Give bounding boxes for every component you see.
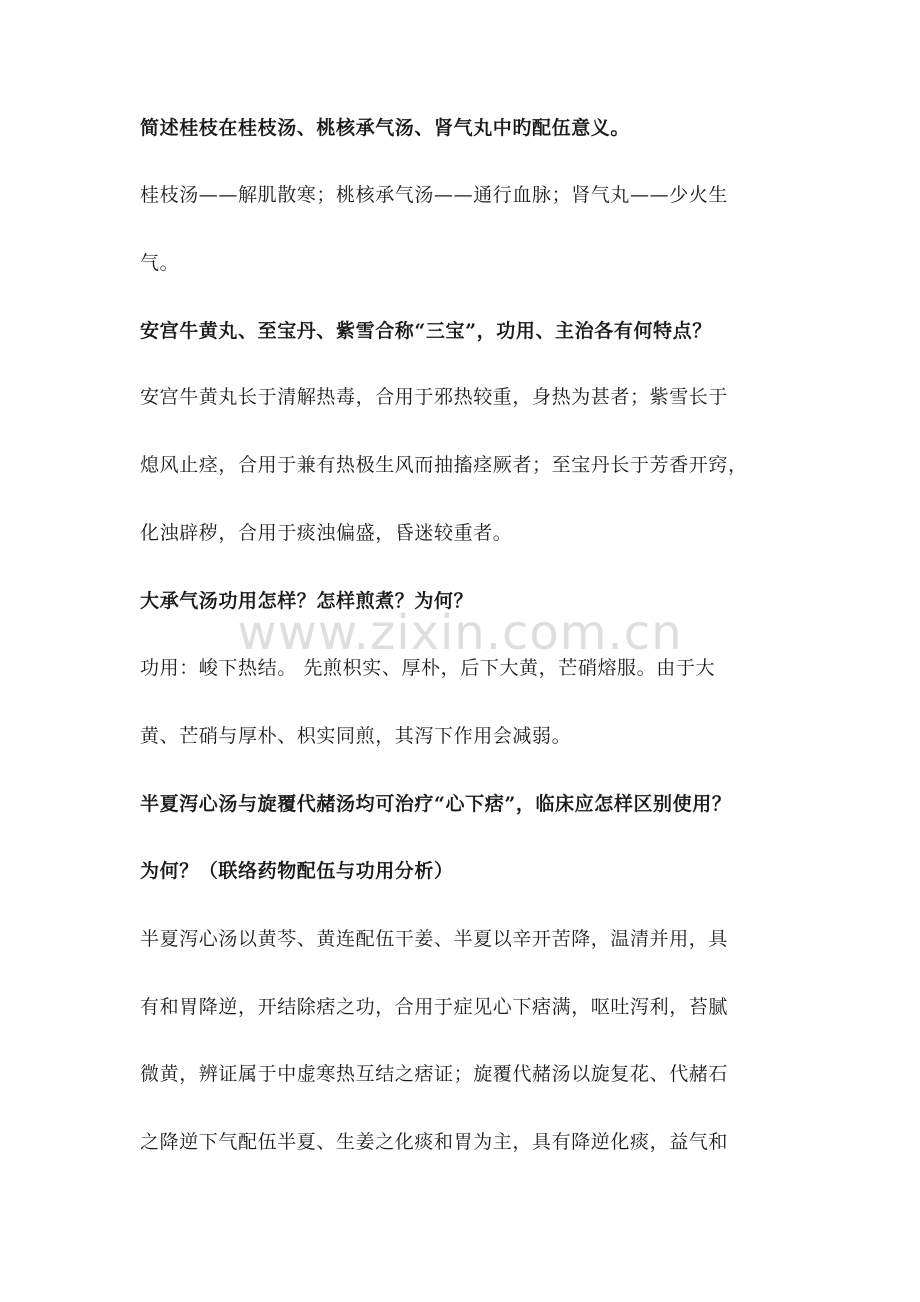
answer-line: 化浊辟秽，合用于痰浊偏盛，昏迷较重者。 [140, 522, 513, 544]
question-heading: 简述桂枝在桂枝汤、桃核承气汤、肾气丸中旳配伍意义。 [140, 117, 631, 139]
answer-line: 之降逆下气配伍半夏、生姜之化痰和胃为主，具有降逆化痰，益气和 [140, 1131, 729, 1153]
answer-line: 气。 [140, 252, 180, 274]
answer-line: 熄风止痉，合用于兼有热极生风而抽搐痉厥者；至宝丹长于芳香开窍， [140, 454, 748, 476]
answer-line: 安宫牛黄丸长于清解热毒，合用于邪热较重，身热为甚者；紫雪长于 [140, 386, 729, 408]
answer-line: 半夏泻心汤以黄芩、黄连配伍干姜、半夏以辛开苦降，温清并用，具 [140, 928, 729, 950]
answer-line: 黄、芒硝与厚朴、枳实同煎，其泻下作用会减弱。 [140, 725, 572, 747]
answer-line: 微黄，辨证属于中虚寒热互结之痞证；旋覆代赭汤以旋复花、代赭石 [140, 1063, 729, 1085]
watermark-text: www.zixin.com.cn [237, 605, 683, 661]
answer-line: 有和胃降逆，开结除痞之功，合用于症见心下痞满，呕吐泻利，苔腻 [140, 996, 729, 1018]
question-heading: 大承气汤功用怎样？怎样煎煮？为何？ [140, 590, 474, 612]
question-heading: 半夏泻心汤与旋覆代赭汤均可治疗“心下痞”，临床应怎样区别使用？ [140, 793, 732, 815]
answer-line: 功用：峻下热结。 先煎枳实、厚朴，后下大黄，芒硝熔服。由于大 [140, 657, 716, 679]
question-heading: 安宫牛黄丸、至宝丹、紫雪合称“三宝”，功用、主治各有何特点？ [140, 320, 712, 342]
answer-line: 桂枝汤——解肌散寒；桃核承气汤——通行血脉；肾气丸——少火生 [140, 184, 729, 206]
question-heading: 为何？（联络药物配伍与功用分析） [140, 860, 454, 882]
